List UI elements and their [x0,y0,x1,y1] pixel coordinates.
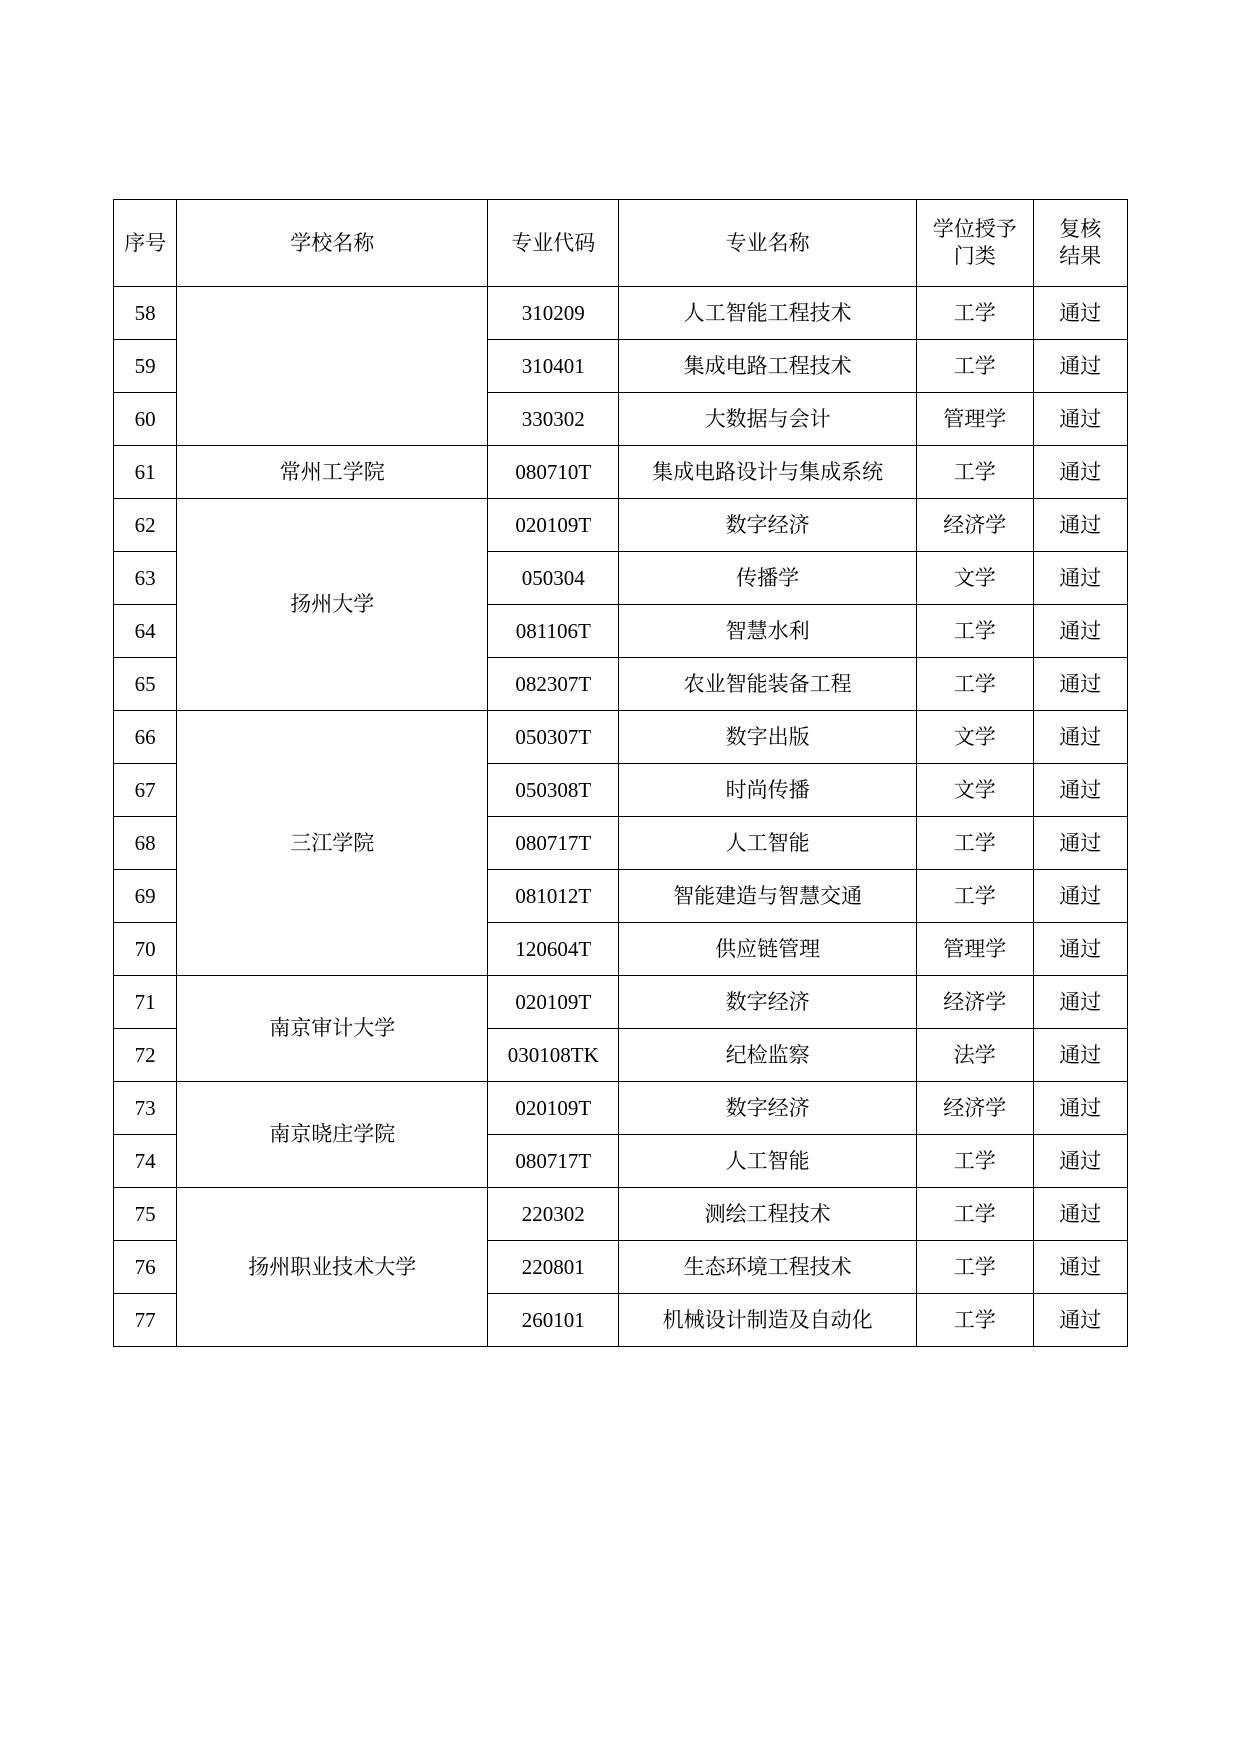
cell-major-code: 310209 [488,287,619,340]
cell-degree-category: 经济学 [916,1082,1033,1135]
cell-degree-category: 工学 [916,870,1033,923]
cell-major-code: 220801 [488,1241,619,1294]
cell-serial-number: 61 [114,446,177,499]
column-header-degree-line2: 门类 [953,244,996,268]
cell-school-name: 南京晓庄学院 [177,1082,488,1188]
cell-school-name: 扬州职业技术大学 [177,1188,488,1347]
cell-major-name: 数字经济 [619,1082,917,1135]
cell-review-result: 通过 [1033,1188,1127,1241]
cell-major-name: 供应链管理 [619,923,917,976]
cell-major-code: 310401 [488,340,619,393]
cell-degree-category: 工学 [916,446,1033,499]
cell-degree-category: 工学 [916,287,1033,340]
cell-serial-number: 69 [114,870,177,923]
cell-degree-category: 法学 [916,1029,1033,1082]
cell-major-code: 081106T [488,605,619,658]
cell-serial-number: 73 [114,1082,177,1135]
table-row [114,499,1128,552]
cell-review-result: 通过 [1033,1029,1127,1082]
column-header-code: 专业代码 [488,200,619,287]
cell-review-result: 通过 [1033,923,1127,976]
cell-degree-category: 文学 [916,764,1033,817]
cell-review-result: 通过 [1033,658,1127,711]
cell-review-result: 通过 [1033,552,1127,605]
cell-serial-number: 70 [114,923,177,976]
table-row [114,711,1128,764]
cell-serial-number: 66 [114,711,177,764]
cell-degree-category: 工学 [916,1188,1033,1241]
cell-serial-number: 68 [114,817,177,870]
table-row [114,1188,1128,1241]
cell-serial-number: 60 [114,393,177,446]
cell-major-code: 080717T [488,1135,619,1188]
column-header-degree [916,200,1033,287]
cell-major-name: 大数据与会计 [619,393,917,446]
cell-major-code: 020109T [488,976,619,1029]
cell-review-result: 通过 [1033,446,1127,499]
cell-serial-number: 71 [114,976,177,1029]
cell-major-name: 集成电路设计与集成系统 [619,446,917,499]
cell-degree-category: 工学 [916,1241,1033,1294]
cell-major-code: 050307T [488,711,619,764]
cell-review-result: 通过 [1033,287,1127,340]
cell-review-result: 通过 [1033,711,1127,764]
cell-major-code: 080717T [488,817,619,870]
cell-review-result: 通过 [1033,1082,1127,1135]
cell-major-code: 020109T [488,499,619,552]
cell-serial-number: 77 [114,1294,177,1347]
cell-school-name: 南京审计大学 [177,976,488,1082]
cell-major-name: 时尚传播 [619,764,917,817]
cell-degree-category: 工学 [916,340,1033,393]
cell-review-result: 通过 [1033,1241,1127,1294]
cell-major-name: 机械设计制造及自动化 [619,1294,917,1347]
cell-major-code: 050308T [488,764,619,817]
cell-school-name: 扬州大学 [177,499,488,711]
cell-review-result: 通过 [1033,393,1127,446]
table-header-row [114,200,1128,287]
cell-degree-category: 工学 [916,658,1033,711]
cell-degree-category: 管理学 [916,393,1033,446]
cell-major-name: 人工智能 [619,1135,917,1188]
cell-serial-number: 63 [114,552,177,605]
cell-degree-category: 管理学 [916,923,1033,976]
cell-serial-number: 64 [114,605,177,658]
cell-review-result: 通过 [1033,1294,1127,1347]
table-header [114,200,1128,287]
cell-review-result: 通过 [1033,870,1127,923]
column-header-result-line1: 复核 [1059,216,1102,241]
approval-table [113,199,1128,1347]
cell-degree-category: 文学 [916,552,1033,605]
cell-major-code: 260101 [488,1294,619,1347]
column-header-degree-line1: 学位授予 [932,216,1017,241]
cell-major-name: 数字经济 [619,976,917,1029]
cell-serial-number: 72 [114,1029,177,1082]
approval-table-wrapper [113,199,1128,1347]
column-header-major: 专业名称 [619,200,917,287]
table-body [114,287,1128,1347]
cell-review-result: 通过 [1033,764,1127,817]
cell-serial-number: 59 [114,340,177,393]
cell-school-name: 常州工学院 [177,446,488,499]
cell-major-code: 050304 [488,552,619,605]
cell-major-code: 082307T [488,658,619,711]
cell-major-name: 智慧水利 [619,605,917,658]
cell-degree-category: 工学 [916,1294,1033,1347]
column-header-school: 学校名称 [177,200,488,287]
cell-degree-category: 工学 [916,1135,1033,1188]
table-row [114,976,1128,1029]
cell-review-result: 通过 [1033,976,1127,1029]
cell-serial-number: 65 [114,658,177,711]
cell-review-result: 通过 [1033,817,1127,870]
cell-serial-number: 74 [114,1135,177,1188]
cell-major-name: 数字出版 [619,711,917,764]
cell-major-name: 测绘工程技术 [619,1188,917,1241]
cell-serial-number: 75 [114,1188,177,1241]
cell-major-code: 330302 [488,393,619,446]
cell-review-result: 通过 [1033,605,1127,658]
cell-degree-category: 文学 [916,711,1033,764]
cell-serial-number: 62 [114,499,177,552]
cell-school-name [177,287,488,446]
cell-degree-category: 工学 [916,605,1033,658]
cell-degree-category: 经济学 [916,499,1033,552]
table-row [114,1082,1128,1135]
cell-major-name: 人工智能 [619,817,917,870]
cell-major-code: 080710T [488,446,619,499]
cell-review-result: 通过 [1033,1135,1127,1188]
cell-school-name: 三江学院 [177,711,488,976]
column-header-result [1033,200,1127,287]
cell-major-code: 081012T [488,870,619,923]
cell-major-name: 数字经济 [619,499,917,552]
cell-major-code: 030108TK [488,1029,619,1082]
cell-degree-category: 经济学 [916,976,1033,1029]
cell-major-name: 传播学 [619,552,917,605]
cell-major-name: 人工智能工程技术 [619,287,917,340]
cell-review-result: 通过 [1033,499,1127,552]
cell-major-name: 智能建造与智慧交通 [619,870,917,923]
cell-major-name: 纪检监察 [619,1029,917,1082]
column-header-no: 序号 [114,200,177,287]
cell-major-code: 120604T [488,923,619,976]
table-row [114,287,1128,340]
cell-major-name: 生态环境工程技术 [619,1241,917,1294]
table-row [114,446,1128,499]
cell-serial-number: 76 [114,1241,177,1294]
cell-major-name: 集成电路工程技术 [619,340,917,393]
cell-serial-number: 67 [114,764,177,817]
cell-major-code: 020109T [488,1082,619,1135]
cell-review-result: 通过 [1033,340,1127,393]
cell-major-name: 农业智能装备工程 [619,658,917,711]
cell-degree-category: 工学 [916,817,1033,870]
cell-serial-number: 58 [114,287,177,340]
cell-major-code: 220302 [488,1188,619,1241]
column-header-result-line2: 结果 [1059,244,1102,268]
